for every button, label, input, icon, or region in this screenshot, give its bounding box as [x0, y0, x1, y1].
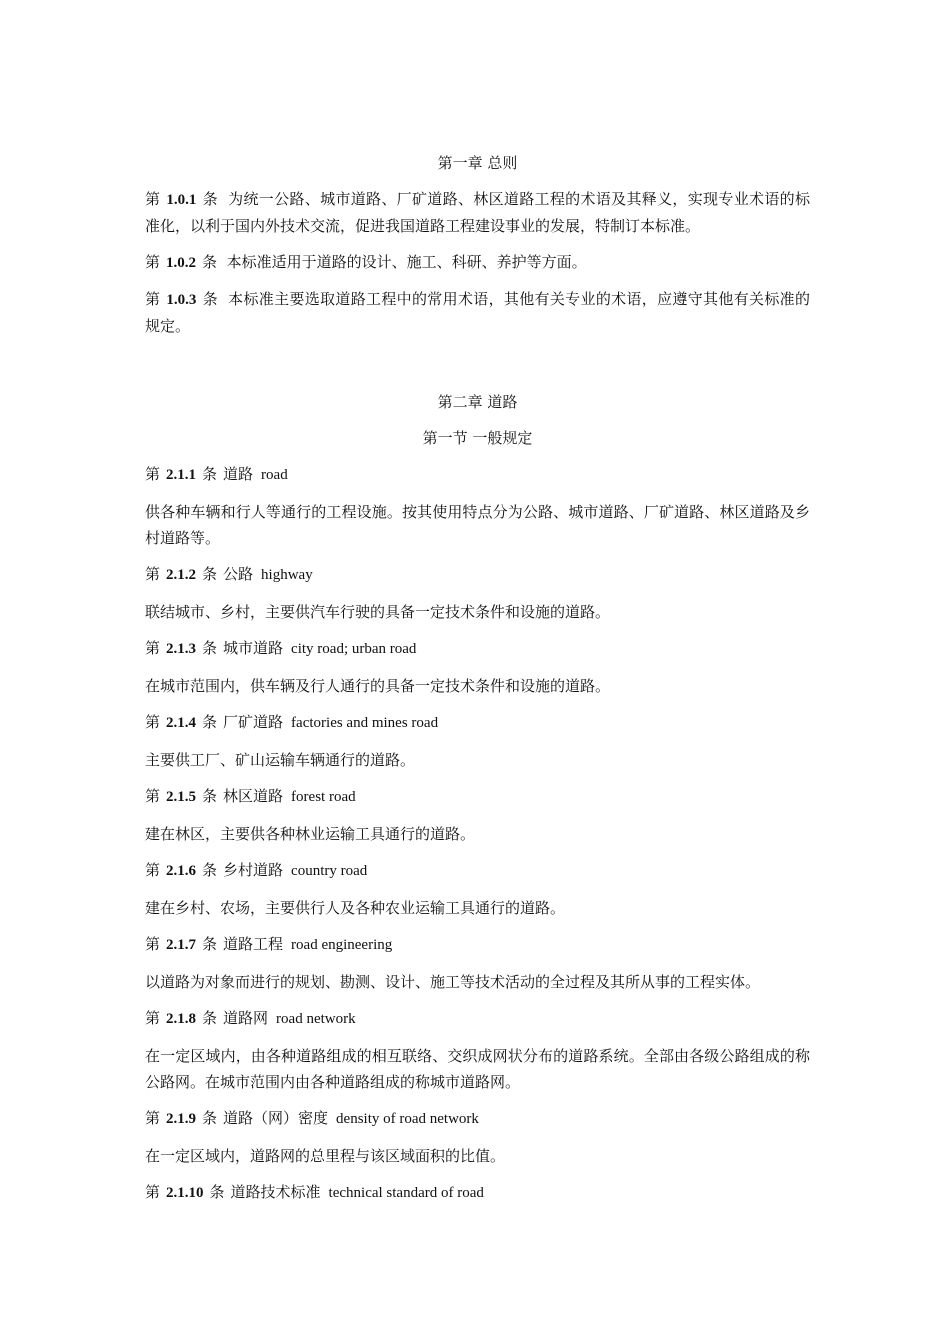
term-definition: 在城市范围内，供车辆及行人通行的具备一定技术条件和设施的道路。 [145, 677, 611, 695]
article-prefix: 第 [145, 713, 161, 731]
article-suffix: 条 [202, 713, 218, 731]
term-definition: 在一定区域内，道路网的总里程与该区域面积的比值。 [145, 1147, 506, 1165]
term-chinese: 林区道路 [223, 787, 284, 805]
term-english: highway [261, 567, 313, 583]
term-english: density of road network [336, 1111, 479, 1127]
article-prefix: 第 [145, 1009, 161, 1027]
article-prefix: 第 [145, 465, 161, 483]
article-suffix: 条 [202, 861, 218, 879]
article-suffix: 条 [202, 787, 218, 805]
term-chinese: 道路工程 [223, 935, 284, 953]
section-1-title: 第一节 一般规定 [422, 429, 533, 447]
article-number: 2.1.3 [166, 641, 197, 657]
term-definition: 建在林区，主要供各种林业运输工具通行的道路。 [145, 825, 476, 843]
article-prefix: 第 [145, 639, 161, 657]
term-definition: 建在乡村、农场，主要供行人及各种农业运输工具通行的道路。 [145, 899, 566, 917]
term-heading [145, 561, 810, 588]
document-page [145, 150, 810, 1217]
term-heading [145, 461, 810, 488]
article-number: 2.1.2 [166, 567, 197, 583]
article-text: 本标准主要选取道路工程中的常用术语，其他有关专业的术语，应遵守其他有关标准的规定。 [145, 290, 810, 335]
term-english: forest road [291, 789, 356, 805]
article-suffix: 条 [202, 253, 218, 271]
term-heading [145, 783, 810, 810]
term-english: city road; urban road [291, 641, 417, 657]
article-suffix: 条 [202, 565, 218, 583]
term-english: factories and mines road [291, 715, 439, 731]
article-suffix: 条 [209, 1183, 225, 1201]
article-number: 2.1.4 [166, 715, 197, 731]
term-definition: 联结城市、乡村，主要供汽车行驶的具备一定技术条件和设施的道路。 [145, 603, 611, 621]
article-suffix: 条 [202, 290, 218, 308]
article-prefix: 第 [145, 787, 161, 805]
article-suffix: 条 [202, 639, 218, 657]
term-definition: 主要供工厂、矿山运输车辆通行的道路。 [145, 751, 416, 769]
term-heading [145, 857, 810, 884]
article-number: 1.0.2 [166, 255, 197, 271]
term-heading [145, 1105, 810, 1132]
article-suffix: 条 [202, 935, 218, 953]
article-prefix: 第 [145, 1109, 161, 1127]
term-heading [145, 709, 810, 736]
chapter-spacer [145, 349, 810, 389]
term-english: technical standard of road [328, 1185, 484, 1201]
article-number: 1.0.3 [166, 292, 197, 308]
article-suffix: 条 [202, 190, 218, 208]
article-text: 为统一公路、城市道路、厂矿道路、林区道路工程的术语及其释义，实现专业术语的标准化，以利于国内外技术交流，促进我国道路工程建设事业的发展，特制订本标准。 [145, 190, 810, 235]
article-number: 2.1.8 [166, 1011, 197, 1027]
article-number: 2.1.7 [166, 937, 197, 953]
article-suffix: 条 [202, 465, 218, 483]
article-prefix: 第 [145, 253, 161, 271]
term-list [145, 461, 810, 1206]
article-number: 2.1.9 [166, 1111, 197, 1127]
article-prefix: 第 [145, 290, 161, 308]
term-chinese: 道路 [223, 465, 254, 483]
term-chinese: 道路网 [223, 1009, 269, 1027]
term-heading [145, 931, 810, 958]
chapter-2-title: 第二章 道路 [437, 393, 518, 411]
article-text: 本标准适用于道路的设计、施工、科研、养护等方面。 [226, 253, 587, 271]
term-chinese: 公路 [223, 565, 254, 583]
article-number: 2.1.6 [166, 863, 197, 879]
term-english: country road [291, 863, 368, 879]
term-definition: 供各种车辆和行人等通行的工程设施。按其使用特点分为公路、城市道路、厂矿道路、林区道路及乡村道路等。 [145, 503, 810, 547]
term-heading [145, 1179, 810, 1206]
term-chinese: 乡村道路 [223, 861, 284, 879]
article-number: 2.1.5 [166, 789, 197, 805]
article-number: 2.1.10 [166, 1185, 204, 1201]
article-prefix: 第 [145, 935, 161, 953]
article-1-0-1 [145, 186, 810, 239]
term-definition: 在一定区域内，由各种道路组成的相互联络、交织成网状分布的道路系统。全部由各级公路组成的称公路网。在城市范围内由各种道路组成的称城市道路网。 [145, 1047, 810, 1091]
chapter-1-title: 第一章 总则 [437, 154, 518, 172]
term-english: road [261, 467, 288, 483]
article-1-0-2 [145, 249, 810, 276]
article-1-0-3 [145, 286, 810, 339]
term-chinese: 道路（网）密度 [223, 1109, 329, 1127]
term-english: road engineering [291, 937, 393, 953]
article-number: 1.0.1 [166, 192, 197, 208]
article-number: 2.1.1 [166, 467, 197, 483]
article-prefix: 第 [145, 861, 161, 879]
term-heading [145, 635, 810, 662]
term-chinese: 城市道路 [223, 639, 284, 657]
article-prefix: 第 [145, 190, 161, 208]
article-suffix: 条 [202, 1109, 218, 1127]
term-chinese: 厂矿道路 [223, 713, 284, 731]
article-suffix: 条 [202, 1009, 218, 1027]
term-definition: 以道路为对象而进行的规划、勘测、设计、施工等技术活动的全过程及其所从事的工程实体。 [145, 973, 761, 991]
term-chinese: 道路技术标准 [230, 1183, 321, 1201]
term-english: road network [276, 1011, 356, 1027]
article-prefix: 第 [145, 565, 161, 583]
article-prefix: 第 [145, 1183, 161, 1201]
term-heading [145, 1005, 810, 1032]
